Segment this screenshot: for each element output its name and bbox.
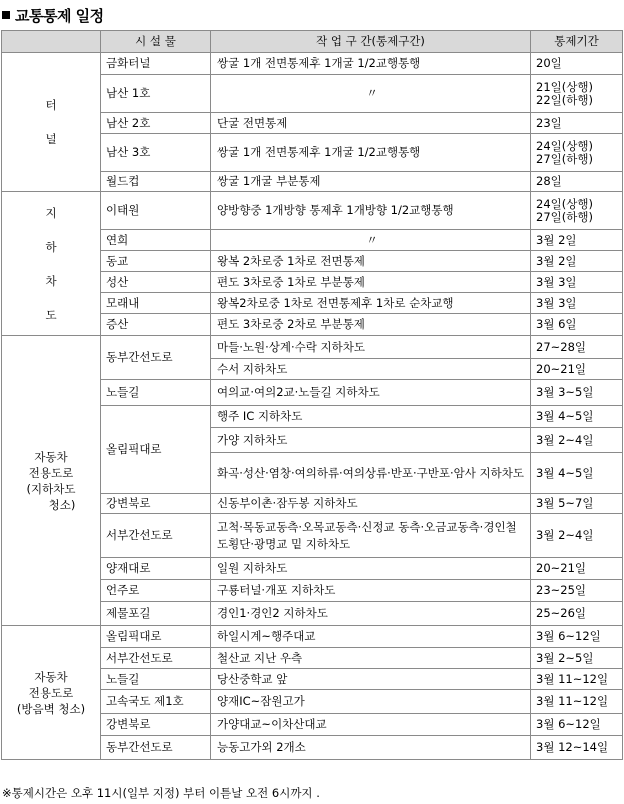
facility-cell: 모래내 [101,293,211,314]
period-cell: 3월 2일 [531,251,623,272]
footnote: ※통제시간은 오후 11시(일부 지정) 부터 이튿날 오전 6시까지 . [2,786,320,800]
content-cell: 구룡터널·개포 지하차도 [211,580,531,602]
period-cell: 20일 [531,53,623,75]
content-cell: 편도 3차로중 2차로 부분통제 [211,314,531,336]
content-cell: 왕복2차로중 1차로 전면통제후 1차로 순차교행 [211,293,531,314]
traffic-control-table [1,30,623,760]
period-cell: 28일 [531,172,623,192]
content-cell: 양재IC~잠원고가 [211,690,531,714]
content-cell: 경인1·경인2 지하차도 [211,602,531,626]
header-period: 통제기간 [531,31,623,53]
period-cell: 23일 [531,113,623,134]
facility-cell: 동부간선도로 [101,736,211,760]
facility-cell: 남산 3호 [101,134,211,172]
content-cell: 마들·노원·상계·수락 지하차도 [211,336,531,359]
facility-cell: 제물포길 [101,602,211,626]
table-row [2,626,623,648]
period-cell: 25~26일 [531,602,623,626]
content-cell: 고척·목동교동측·오목교동측·신정교 동측·오금교동측·경인철도횡단·광명교 밑 지하차도 [211,514,531,558]
facility-cell: 언주로 [101,580,211,602]
period-cell: 3월 6~12일 [531,714,623,736]
period-cell: 3월 3~5일 [531,380,623,406]
group-expressway-soundwall-cleaning: 자동차 전용도로 (방음벽 청소) [2,626,101,760]
group-underpass: 지 하 차 도 [2,192,101,336]
header-content: 작 업 구 간(통제구간) [211,31,531,53]
period-cell: 3월 4~5일 [531,406,623,428]
facility-cell: 노들길 [101,669,211,690]
facility-cell: 올림픽대로 [101,626,211,648]
period-cell: 21일(상행) 22일(하행) [531,75,623,113]
content-cell: 가양 지하차도 [211,428,531,453]
facility-cell: 금화터널 [101,53,211,75]
content-cell: 쌍굴 1개 전면통제후 1개굴 1/2교행통행 [211,134,531,172]
facility-cell: 양재대로 [101,558,211,580]
period-cell: 3월 2~4일 [531,514,623,558]
group-tunnel: 터 널 [2,53,101,192]
facility-cell: 서부간선도로 [101,514,211,558]
facility-cell: 연희 [101,230,211,251]
group-expressway-underpass-cleaning: 자동차 전용도로 (지하차도 청소) [2,336,101,626]
period-cell: 3월 5~7일 [531,494,623,514]
facility-cell: 증산 [101,314,211,336]
content-cell: 하일시계~행주대교 [211,626,531,648]
content-cell: 행주 IC 지하차도 [211,406,531,428]
period-cell: 3월 3일 [531,272,623,293]
facility-cell: 남산 2호 [101,113,211,134]
period-cell: 3월 2일 [531,230,623,251]
content-cell: 왕복 2차로중 1차로 전면통제 [211,251,531,272]
facility-cell: 동교 [101,251,211,272]
content-cell: 쌍굴 1개굴 부분통제 [211,172,531,192]
content-cell: 〃 [211,75,531,113]
period-cell: 3월 11~12일 [531,669,623,690]
period-cell: 24일(상행) 27일(하행) [531,192,623,230]
content-cell: 일원 지하차도 [211,558,531,580]
section-title-text: 교통통제 일정 [15,6,104,25]
period-cell: 23~25일 [531,580,623,602]
facility-cell: 노들길 [101,380,211,406]
facility-cell: 월드컵 [101,172,211,192]
period-cell: 20~21일 [531,359,623,380]
content-cell: 단굴 전면통제 [211,113,531,134]
section-title [2,3,104,27]
content-cell: 가양대교~이차산대교 [211,714,531,736]
facility-cell: 강변북로 [101,494,211,514]
header-facility: 시 설 물 [101,31,211,53]
period-cell: 3월 11~12일 [531,690,623,714]
facility-cell: 서부간선도로 [101,648,211,669]
period-cell: 24일(상행) 27일(하행) [531,134,623,172]
content-cell: 화곡·성산·염창·여의하류·여의상류·반포·구반포·암사 지하차도 [211,453,531,494]
period-cell: 3월 2~4일 [531,428,623,453]
period-cell: 3월 6일 [531,314,623,336]
facility-cell: 올림픽대로 [101,406,211,494]
facility-cell: 동부간선도로 [101,336,211,380]
table-row [2,192,623,230]
facility-cell: 남산 1호 [101,75,211,113]
facility-cell: 이태원 [101,192,211,230]
content-cell: 수서 지하차도 [211,359,531,380]
period-cell: 3월 12~14일 [531,736,623,760]
period-cell: 3월 2~5일 [531,648,623,669]
content-cell: 편도 3차로중 1차로 부분통제 [211,272,531,293]
period-cell: 3월 6~12일 [531,626,623,648]
content-cell: 신동부이촌·잠두봉 지하차도 [211,494,531,514]
table-header-row [2,31,623,53]
period-cell: 27~28일 [531,336,623,359]
content-cell: 쌍굴 1개 전면통제후 1개굴 1/2교행통행 [211,53,531,75]
content-cell: 〃 [211,230,531,251]
facility-cell: 성산 [101,272,211,293]
table-row [2,336,623,359]
content-cell: 능동고가외 2개소 [211,736,531,760]
content-cell: 철산교 지난 우측 [211,648,531,669]
facility-cell: 강변북로 [101,714,211,736]
facility-cell: 고속국도 제1호 [101,690,211,714]
table-row [2,53,623,75]
content-cell: 양방향중 1개방향 통제후 1개방향 1/2교행통행 [211,192,531,230]
square-bullet-icon [2,11,10,19]
content-cell: 당산중학교 앞 [211,669,531,690]
period-cell: 3월 3일 [531,293,623,314]
period-cell: 3월 4~5일 [531,453,623,494]
content-cell: 여의교·여의2교·노들길 지하차도 [211,380,531,406]
period-cell: 20~21일 [531,558,623,580]
header-blank [2,31,101,53]
